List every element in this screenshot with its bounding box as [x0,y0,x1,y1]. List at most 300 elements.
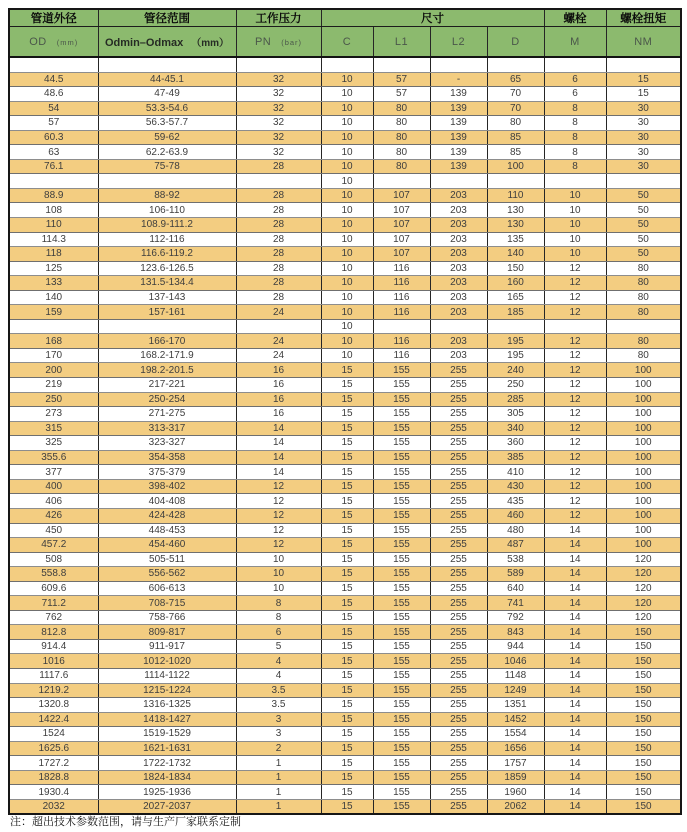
cell [430,174,487,189]
table-row [9,188,681,203]
cell: 12 [544,494,606,509]
cell: 589 [487,567,544,582]
cell: 120 [606,610,681,625]
cell: 12 [544,290,606,305]
cell: 12 [236,479,321,494]
cell: 3 [236,727,321,742]
cell: 106-110 [98,203,236,218]
column-unit-label: (bar) [281,37,303,47]
cell: 30 [606,130,681,145]
cell: 10 [321,145,373,160]
cell: 125 [9,261,98,276]
cell: 80 [487,116,544,131]
cell: 219 [9,378,98,393]
cell: 1757 [487,756,544,771]
cell: 59-62 [98,130,236,145]
cell: 10 [321,188,373,203]
cell: 12 [544,334,606,349]
cell: 6 [544,72,606,87]
cell: 54 [9,101,98,116]
cell: 323-327 [98,436,236,451]
cell: 355.6 [9,450,98,465]
cell: 1519-1529 [98,727,236,742]
cell: 273 [9,407,98,422]
cell: 166-170 [98,334,236,349]
cell: 2 [236,741,321,756]
cell: 255 [430,683,487,698]
cell: 30 [606,116,681,131]
cell [321,57,373,72]
cell: 108 [9,203,98,218]
cell: 200 [9,363,98,378]
cell: 10 [321,72,373,87]
cell: 203 [430,188,487,203]
cell: 137-143 [98,290,236,305]
cell: 32 [236,145,321,160]
column-subheader [98,27,236,58]
table-row [9,276,681,291]
cell: 15 [321,610,373,625]
cell [487,174,544,189]
column-label: L1 [394,35,409,48]
cell [373,319,430,334]
cell: 15 [321,523,373,538]
cell: 480 [487,523,544,538]
table-row [9,610,681,625]
cell: 15 [321,785,373,800]
table-row [9,770,681,785]
cell: 14 [544,552,606,567]
cell [544,174,606,189]
cell: 255 [430,741,487,756]
cell: 1418-1427 [98,712,236,727]
table-row [9,508,681,523]
cell: 155 [373,378,430,393]
cell: 110 [9,218,98,233]
cell: 10 [321,232,373,247]
cell: 139 [430,116,487,131]
cell [544,57,606,72]
cell: 911-917 [98,639,236,654]
cell: 508 [9,552,98,567]
cell: 16 [236,392,321,407]
cell: 120 [606,581,681,596]
cell: 10 [544,203,606,218]
cell: 165 [487,290,544,305]
cell: 12 [544,450,606,465]
cell: 1930.4 [9,785,98,800]
cell: 15 [321,581,373,596]
cell: 130 [487,203,544,218]
cell: 250 [9,392,98,407]
cell: 159 [9,305,98,320]
cell: 139 [430,87,487,102]
cell: 1046 [487,654,544,669]
cell: 12 [236,494,321,509]
cell: 16 [236,378,321,393]
cell: 14 [544,538,606,553]
cell: 32 [236,87,321,102]
cell: 155 [373,479,430,494]
cell: 10 [321,130,373,145]
cell: 255 [430,799,487,814]
cell: 609.6 [9,581,98,596]
cell [98,319,236,334]
column-label: PN [254,35,272,48]
cell: 10 [236,552,321,567]
cell: 50 [606,232,681,247]
cell: 100 [606,363,681,378]
cell: 14 [544,639,606,654]
cell: 6 [544,87,606,102]
header-group-row [9,9,681,27]
cell: 116.6-119.2 [98,247,236,262]
cell: 424-428 [98,508,236,523]
cell: 28 [236,203,321,218]
cell: 4 [236,668,321,683]
cell: 255 [430,436,487,451]
cell: 76.1 [9,159,98,174]
cell: 15 [321,465,373,480]
table-row [9,727,681,742]
spacer-row [9,174,681,189]
cell: 12 [544,348,606,363]
cell: 10 [321,87,373,102]
cell: 460 [487,508,544,523]
cell: 123.6-126.5 [98,261,236,276]
cell: 1016 [9,654,98,669]
cell: 100 [487,159,544,174]
cell: 15 [321,727,373,742]
table-row [9,538,681,553]
cell: 255 [430,450,487,465]
cell: 758-766 [98,610,236,625]
cell: 3.5 [236,698,321,713]
table-header [9,9,681,57]
cell: 155 [373,625,430,640]
cell: 1316-1325 [98,698,236,713]
cell: - [430,72,487,87]
cell: 15 [321,639,373,654]
cell: 12 [544,305,606,320]
cell: 255 [430,756,487,771]
cell: 15 [321,741,373,756]
cell: 116 [373,290,430,305]
cell: 12 [236,508,321,523]
cell: 44.5 [9,72,98,87]
cell [606,319,681,334]
cell: 50 [606,188,681,203]
column-subheader [236,27,321,58]
cell: 157-161 [98,305,236,320]
table-row [9,668,681,683]
cell: 10 [321,116,373,131]
cell: 255 [430,508,487,523]
cell: 203 [430,276,487,291]
cell [373,174,430,189]
cell: 255 [430,523,487,538]
cell: 14 [544,799,606,814]
table-row [9,683,681,698]
cell: 10 [321,203,373,218]
cell: 75-78 [98,159,236,174]
cell: 15 [321,596,373,611]
cell: 47-49 [98,87,236,102]
column-label: OD [29,35,47,48]
cell: 255 [430,668,487,683]
cell: 150 [606,770,681,785]
table-row [9,232,681,247]
cell: 155 [373,785,430,800]
cell: 32 [236,130,321,145]
footnote: 注：超出技术参数范围，请与生产厂家联系定制 [10,816,241,828]
cell: 135 [487,232,544,247]
cell: 255 [430,625,487,640]
cell: 8 [544,159,606,174]
cell: 375-379 [98,465,236,480]
cell: 155 [373,436,430,451]
cell: 32 [236,72,321,87]
table-row [9,305,681,320]
cell: 12 [544,508,606,523]
cell: 8 [544,116,606,131]
cell: 1656 [487,741,544,756]
cell: 1960 [487,785,544,800]
cell: 100 [606,523,681,538]
cell: 255 [430,610,487,625]
cell: 15 [321,698,373,713]
cell: 1219.2 [9,683,98,698]
cell: 14 [544,698,606,713]
cell: 80 [606,276,681,291]
cell: 155 [373,407,430,422]
cell: 255 [430,494,487,509]
table-row [9,785,681,800]
cell: 56.3-57.7 [98,116,236,131]
cell: 1828.8 [9,770,98,785]
cell: 10 [321,261,373,276]
cell: 100 [606,392,681,407]
cell: 150 [606,698,681,713]
cell: 255 [430,378,487,393]
column-group-header: 螺栓 [544,9,606,27]
cell: 203 [430,261,487,276]
cell: 16 [236,363,321,378]
cell: 1452 [487,712,544,727]
cell: 255 [430,465,487,480]
cell: 60.3 [9,130,98,145]
cell: 150 [487,261,544,276]
table-row [9,698,681,713]
cell: 155 [373,450,430,465]
cell: 14 [544,712,606,727]
cell: 80 [373,159,430,174]
cell: 28 [236,276,321,291]
cell: 10 [321,305,373,320]
cell: 10 [544,247,606,262]
cell: 100 [606,508,681,523]
cell: 100 [606,436,681,451]
cell: 505-511 [98,552,236,567]
cell: 606-613 [98,581,236,596]
cell: 305 [487,407,544,422]
cell: 255 [430,581,487,596]
cell: 15 [321,378,373,393]
cell: 116 [373,261,430,276]
cell: 155 [373,421,430,436]
cell: 16 [236,407,321,422]
cell: 1722-1732 [98,756,236,771]
cell: 15 [321,407,373,422]
cell: 203 [430,334,487,349]
cell: 1859 [487,770,544,785]
cell: 80 [606,261,681,276]
cell: 15 [321,756,373,771]
cell [9,57,98,72]
cell: 116 [373,305,430,320]
cell: 8 [236,610,321,625]
column-label: NM [634,35,653,48]
cell: 10 [321,348,373,363]
spacer-row [9,319,681,334]
cell: 1727.2 [9,756,98,771]
cell: 24 [236,348,321,363]
cell: 139 [430,130,487,145]
cell: 140 [9,290,98,305]
column-subheader [321,27,373,58]
cell: 255 [430,698,487,713]
cell: 28 [236,188,321,203]
cell: 150 [606,683,681,698]
cell: 1114-1122 [98,668,236,683]
cell: 198.2-201.5 [98,363,236,378]
cell: 809-817 [98,625,236,640]
cell [487,319,544,334]
cell: 1554 [487,727,544,742]
table-row [9,348,681,363]
cell: 255 [430,785,487,800]
cell: 15 [321,712,373,727]
cell: 944 [487,639,544,654]
cell: 108.9-111.2 [98,218,236,233]
cell: 12 [236,523,321,538]
cell: 185 [487,305,544,320]
cell: 255 [430,421,487,436]
cell: 14 [544,770,606,785]
table-row [9,334,681,349]
cell: 100 [606,479,681,494]
table-row [9,450,681,465]
cell: 44-45.1 [98,72,236,87]
cell: 15 [321,625,373,640]
cell: 155 [373,363,430,378]
cell: 155 [373,392,430,407]
cell: 454-460 [98,538,236,553]
cell: 14 [236,450,321,465]
cell: 4 [236,654,321,669]
cell: 15 [321,494,373,509]
cell: 762 [9,610,98,625]
cell: 110 [487,188,544,203]
cell: 15 [321,552,373,567]
cell: 1524 [9,727,98,742]
table-row [9,567,681,582]
cell: 12 [544,378,606,393]
cell: 14 [544,727,606,742]
cell [544,319,606,334]
cell: 150 [606,756,681,771]
cell: 426 [9,508,98,523]
cell: 155 [373,538,430,553]
cell: 14 [544,610,606,625]
cell: 15 [321,770,373,785]
cell: 155 [373,508,430,523]
cell: 155 [373,756,430,771]
cell: 70 [487,101,544,116]
cell: 14 [544,625,606,640]
cell: 6 [236,625,321,640]
cell: 107 [373,218,430,233]
table-row [9,741,681,756]
cell: 32 [236,116,321,131]
cell [236,174,321,189]
cell: 155 [373,581,430,596]
table-row [9,101,681,116]
cell: 325 [9,436,98,451]
cell: 3 [236,712,321,727]
cell: 450 [9,523,98,538]
cell: 48.6 [9,87,98,102]
cell: 1422.4 [9,712,98,727]
cell: 100 [606,538,681,553]
table-row [9,290,681,305]
cell: 203 [430,232,487,247]
cell: 155 [373,567,430,582]
cell: 12 [236,538,321,553]
cell: 131.5-134.4 [98,276,236,291]
cell: 640 [487,581,544,596]
cell: 30 [606,101,681,116]
table-row [9,378,681,393]
column-group-header: 管径范围 [98,9,236,27]
cell [373,57,430,72]
cell: 150 [606,654,681,669]
cell: 15 [606,87,681,102]
cell [9,319,98,334]
cell: 155 [373,610,430,625]
cell: 139 [430,145,487,160]
column-subheader [606,27,681,58]
cell [606,57,681,72]
cell: 100 [606,465,681,480]
cell: 398-402 [98,479,236,494]
cell: 10 [544,218,606,233]
cell: 160 [487,276,544,291]
cell: 139 [430,159,487,174]
cell: 155 [373,727,430,742]
cell: 255 [430,392,487,407]
cell: 203 [430,348,487,363]
cell: 80 [606,290,681,305]
cell: 100 [606,450,681,465]
cell: 116 [373,276,430,291]
table-row [9,523,681,538]
cell: 28 [236,261,321,276]
cell [236,57,321,72]
cell: 139 [430,101,487,116]
cell: 14 [544,654,606,669]
cell: 435 [487,494,544,509]
